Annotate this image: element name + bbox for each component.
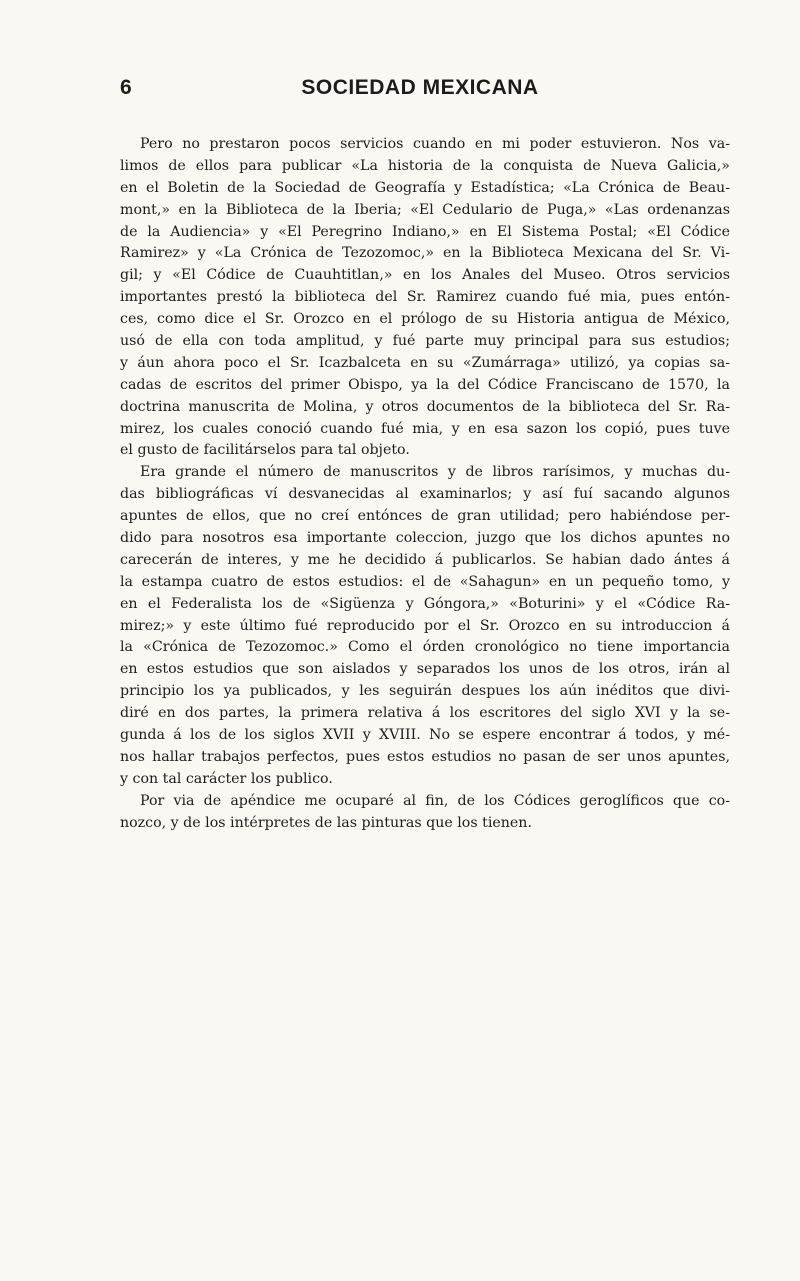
text-line: nos hallar trabajos perfectos, pues estos estudios no pasan de ser unos apuntes, bbox=[120, 748, 730, 765]
text-line: gil; y «El Códice de Cuauhtitlan,» en los Anales del Museo. Otros servicios bbox=[120, 267, 730, 284]
running-head: SOCIEDAD MEXICANA bbox=[301, 76, 539, 99]
body-text bbox=[120, 134, 730, 835]
text-line: mirez, los cuales conoció cuando fué mia, y en esa sazon los copió, pues tuve bbox=[120, 420, 730, 437]
text-line: el gusto de facilitárselos para tal objeto. bbox=[120, 442, 410, 459]
text-line: limos de ellos para publicar «La historia de la conquista de Nueva Galicia,» bbox=[120, 157, 730, 174]
text-line: mirez;» y este último fué reproducido por el Sr. Orozco en su introduccion á bbox=[120, 617, 730, 634]
text-line: importantes prestó la biblioteca del Sr. Ramirez cuando fué mia, pues entón- bbox=[120, 289, 730, 306]
text-line: la «Crónica de Tezozomoc.» Como el órden cronológico no tiene importancia bbox=[120, 639, 730, 656]
text-line: Era grande el número de manuscritos y de libros rarísimos, y muchas du- bbox=[140, 464, 730, 481]
text-line: carecerán de interes, y me he decidido á publicarlos. Se habian dado ántes á bbox=[120, 551, 730, 568]
text-line: apuntes de ellos, que no creí entónces de gran utilidad; pero habiéndose per- bbox=[120, 508, 730, 525]
text-line: dido para nosotros esa importante coleccion, juzgo que los dichos apuntes no bbox=[120, 530, 730, 547]
text-line: gunda á los de los siglos XVII y XVIII. No se espere encontrar á todos, y mé- bbox=[120, 727, 730, 744]
text-line: nozco, y de los intérpretes de las pinturas que los tienen. bbox=[120, 814, 532, 831]
text-line: Pero no prestaron pocos servicios cuando en mi poder estuvieron. Nos va- bbox=[140, 136, 730, 152]
text-line: en estos estudios que son aislados y separados los unos de los otros, irán al bbox=[120, 661, 730, 678]
text-line: principio los ya publicados, y les seguirán despues los aún inéditos que divi- bbox=[120, 683, 730, 700]
text-line: ces, como dice el Sr. Orozco en el prólogo de su Historia antigua de México, bbox=[120, 311, 730, 328]
text-line: cadas de escritos del primer Obispo, ya la del Códice Franciscano de 1570, la bbox=[120, 376, 730, 393]
text-line: Por via de apéndice me ocuparé al fin, de los Códices geroglíficos que co- bbox=[140, 792, 730, 809]
text-line: diré en dos partes, la primera relativa á los escritores del siglo XVI y la se- bbox=[120, 705, 730, 722]
text-line: y áun ahora poco el Sr. Icazbalceta en su «Zumárraga» utilizó, ya copias sa- bbox=[120, 354, 730, 371]
page-number: 6 bbox=[120, 76, 132, 99]
text-line: das bibliográficas ví desvanecidas al examinarlos; y así fuí sacando algunos bbox=[120, 486, 730, 503]
text-line: y con tal carácter los publico. bbox=[120, 770, 333, 787]
text-line: en el Federalista los de «Sigüenza y Góngora,» «Boturini» y el «Códice Ra- bbox=[120, 595, 730, 612]
text-line: de la Audiencia» y «El Peregrino Indiano,» en El Sistema Postal; «El Códice bbox=[120, 223, 730, 240]
page-header bbox=[120, 76, 720, 106]
text-line: la estampa cuatro de estos estudios: el de «Sahagun» en un pequeño tomo, y bbox=[120, 573, 730, 590]
text-line: mont,» en la Biblioteca de la Iberia; «El Cedulario de Puga,» «Las ordenanzas bbox=[120, 201, 730, 218]
text-line: Ramirez» y «La Crónica de Tezozomoc,» en la Biblioteca Mexicana del Sr. Vi- bbox=[120, 245, 730, 262]
text-line: en el Boletin de la Sociedad de Geografía y Estadística; «La Crónica de Beau- bbox=[120, 179, 730, 196]
text-line: doctrina manuscrita de Molina, y otros documentos de la biblioteca del Sr. Ra- bbox=[120, 398, 730, 415]
text-line: usó de ella con toda amplitud, y fué parte muy principal para sus estudios; bbox=[120, 333, 730, 350]
